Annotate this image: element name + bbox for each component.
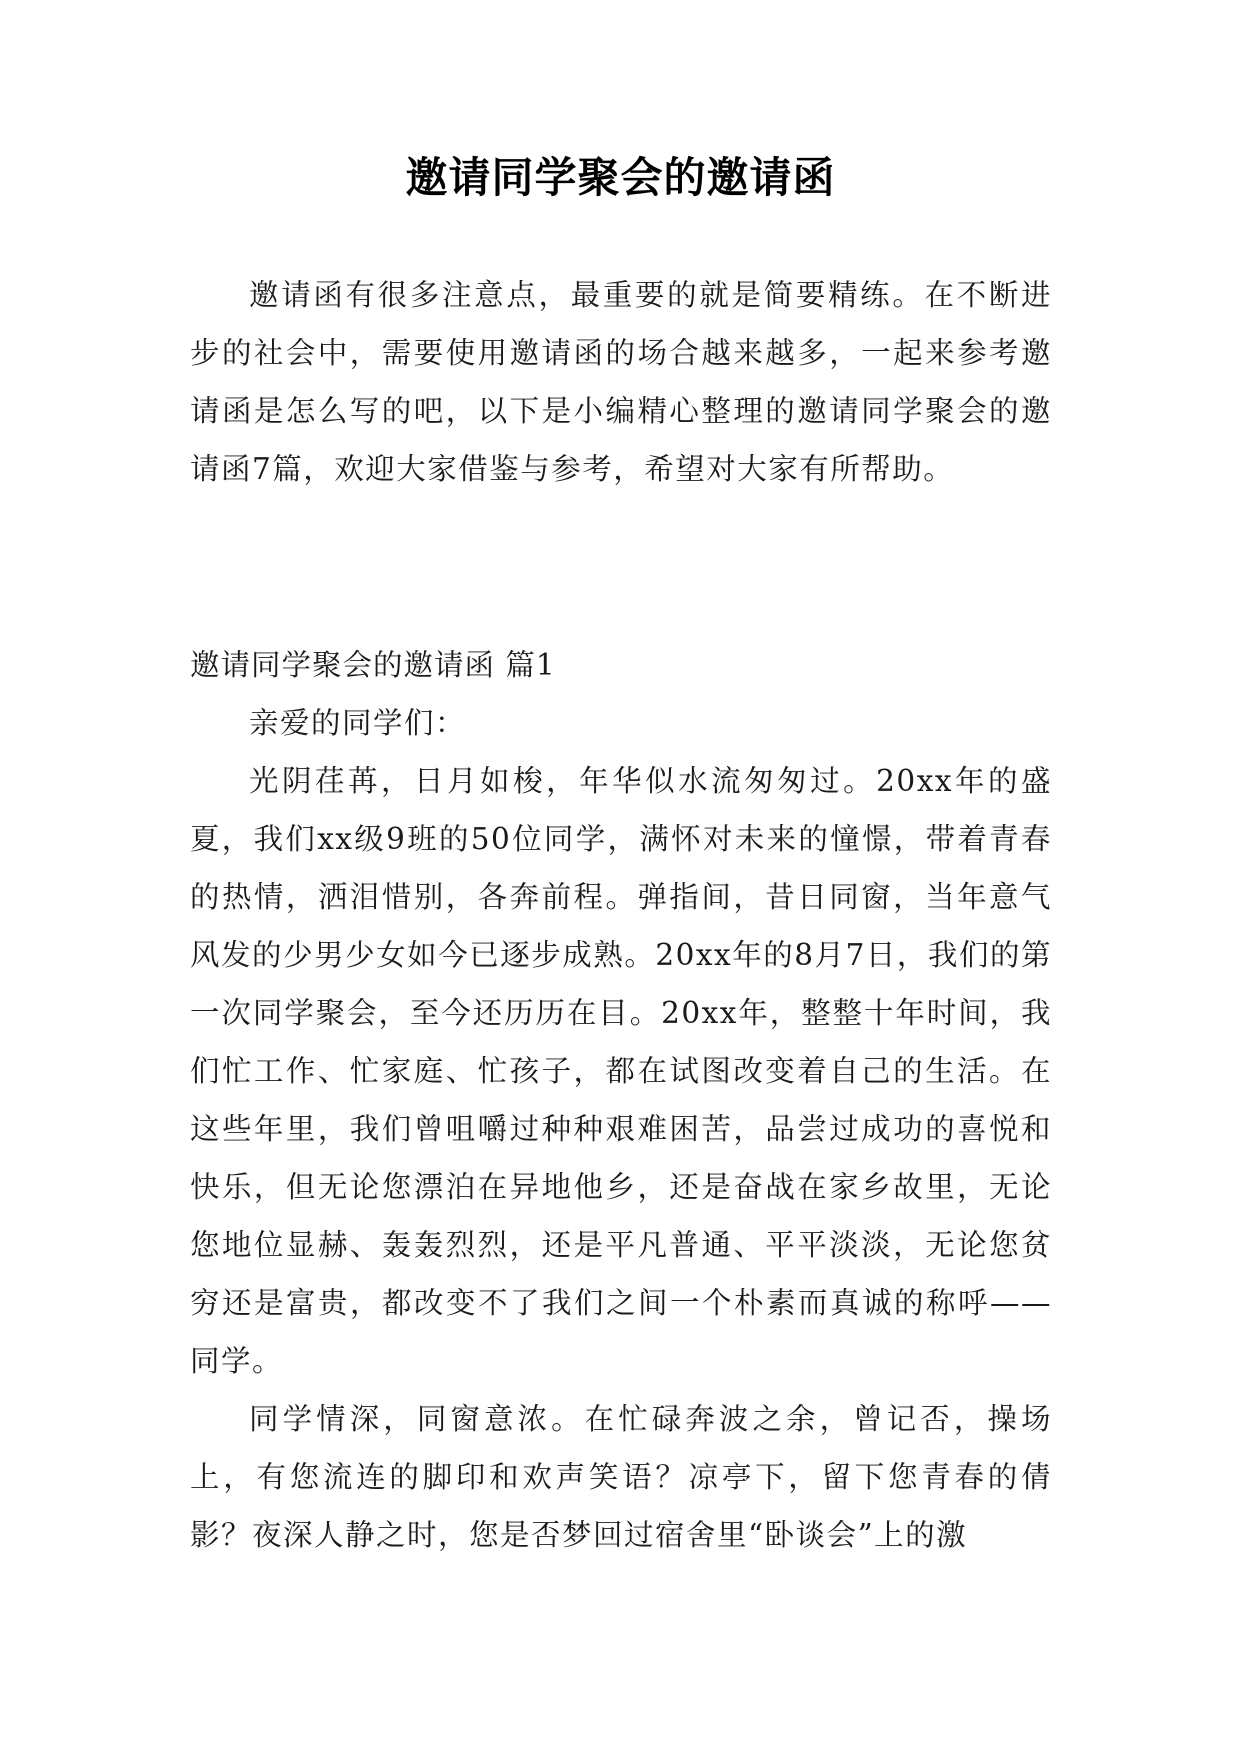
letter-paragraph-2: 同学情深，同窗意浓。在忙碌奔波之余，曾记否，操场上，有您流连的脚印和欢声笑语？凉亭下，留下您青春的倩影？夜深人静之时，您是否梦回过宿舍里“卧谈会”上的激 — [190, 1402, 1052, 1552]
section-heading: 邀请同学聚会的邀请函 篇1 — [190, 648, 556, 682]
intro-section — [190, 266, 1052, 498]
letter-body — [190, 694, 1052, 1564]
letter-paragraph-1: 光阴荏苒，日月如梭，年华似水流匆匆过。20xx年的盛夏，我们xx级9班的50位同学，满怀对未来的憧憬，带着青春的热情，洒泪惜别，各奔前程。弹指间，昔日同窗，当年意气风发的少男少女如今已逐步成熟。20xx年的8月7日，我们的第一次同学聚会，至今还历历在目。20xx年，整整十年时间，我们忙工作、忙家庭、忙孩子，都在试图改变着自己的生活。在这些年里，我们曾咀嚼过种种艰难困苦，品尝过成功的喜悦和快乐，但无论您漂泊在异地他乡，还是奋战在家乡故里，无论您地位显赫、轰轰烈烈，还是平凡普通、平平淡淡，无论您贫穷还是富贵，都改变不了我们之间一个朴素而真诚的称呼——同学。 — [190, 764, 1052, 1378]
salutation: 亲爱的同学们： — [249, 706, 467, 740]
intro-paragraph: 邀请函有很多注意点，最重要的就是简要精练。在不断进步的社会中，需要使用邀请函的场合越来越多，一起来参考邀请函是怎么写的吧，以下是小编精心整理的邀请同学聚会的邀请函7篇，欢迎大家借鉴与参考，希望对大家有所帮助。 — [190, 278, 1052, 486]
document-title: 邀请同学聚会的邀请函 — [405, 153, 836, 202]
